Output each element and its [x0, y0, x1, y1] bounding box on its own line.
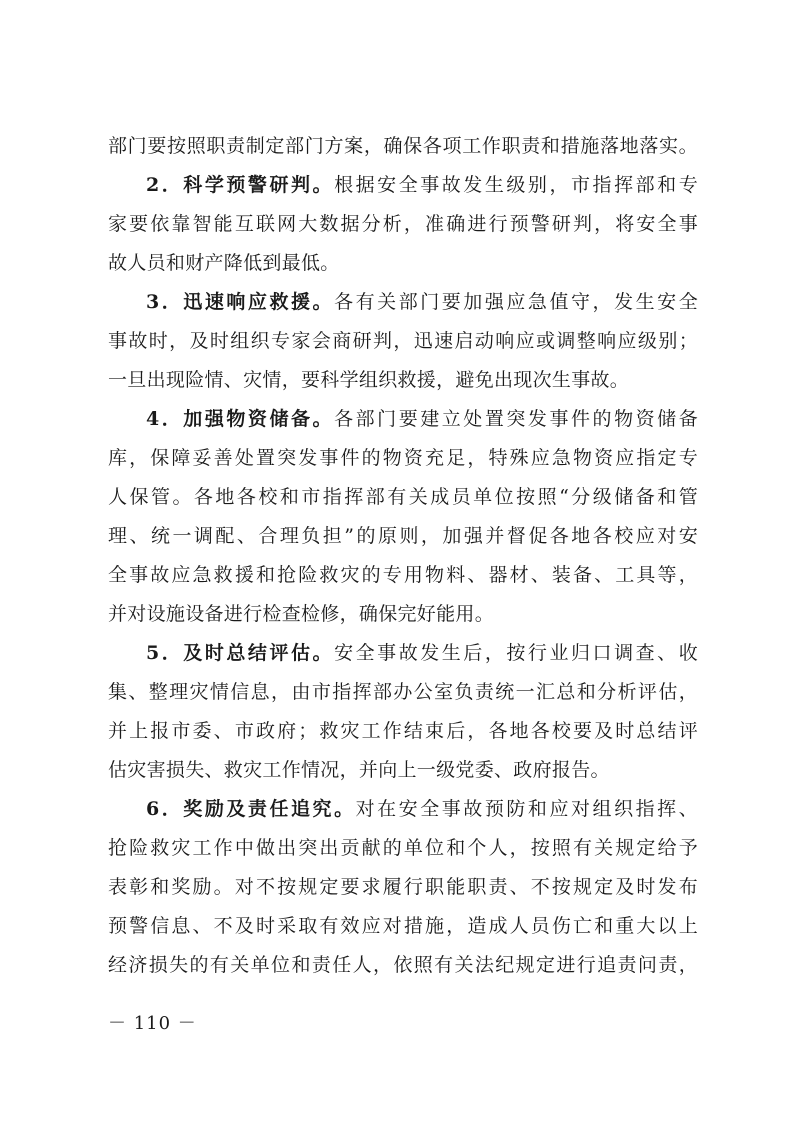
paragraph-line: 并上报市委、市政府；救灾工作结束后，各地各校要及时总结评: [108, 720, 698, 742]
paragraph-line: 预警信息、不及时采取有效应对措施，造成人员伤亡和重大以上: [108, 915, 698, 937]
paragraph-line: 一旦出现险情、灾情，要科学组织救援，避免出现次生事故。: [108, 369, 630, 391]
paragraph-line: 部门要按照职责制定部门方案，确保各项工作职责和措施落地落实。: [108, 135, 698, 157]
section-heading: 4．加强物资储备。: [146, 408, 335, 430]
paragraph-line: 全事故应急救援和抢险救灾的专用物料、器材、装备、工具等，: [108, 564, 698, 586]
paragraph-line: [108, 166, 698, 205]
paragraph-line: 事故时，及时组织专家会商研判，迅速启动响应或调整响应级别；: [108, 330, 698, 352]
paragraph-line: 人保管。各地各校和市指挥部有关成员单位按照“分级储备和管: [108, 486, 698, 508]
paragraph-line: [108, 400, 698, 439]
paragraph-line: 库，保障妥善处置突发事件的物资充足，特殊应急物资应指定专: [108, 447, 698, 469]
body-text: [108, 127, 698, 985]
paragraph-text: 各部门要建立处置突发事件的物资储备: [334, 408, 698, 430]
paragraph-line: [108, 634, 698, 673]
paragraph-text: 根据安全事故发生级别，市指挥部和专: [334, 174, 698, 196]
paragraph-line: [108, 790, 698, 829]
paragraph-line: 故人员和财产降低到最低。: [108, 252, 340, 274]
paragraph-line: 集、整理灾情信息，由市指挥部办公室负责统一汇总和分析评估，: [108, 681, 698, 703]
paragraph-text: 对在安全事故预防和应对组织指挥、: [355, 798, 698, 820]
section-heading: 3．迅速响应救援。: [146, 291, 335, 313]
paragraph-line: 家要依靠智能互联网大数据分析，准确进行预警研判，将安全事: [108, 213, 698, 235]
paragraph-line: 经济损失的有关单位和责任人，依照有关法纪规定进行追责问责，: [108, 954, 698, 976]
paragraph-line: 理、统一调配、合理负担”的原则，加强并督促各地各校应对安: [108, 525, 698, 547]
paragraph-text: 安全事故发生后，按行业归口调查、收: [334, 642, 698, 664]
section-heading: 5．及时总结评估。: [146, 642, 335, 664]
paragraph-line: 表彰和奖励。对不按规定要求履行职能职责、不按规定及时发布: [108, 876, 698, 898]
paragraph-line: 抢险救灾工作中做出突出贡献的单位和个人，按照有关规定给予: [108, 837, 698, 859]
paragraph-text: 各有关部门要加强应急值守，发生安全: [334, 291, 698, 313]
paragraph-line: 估灾害损失、救灾工作情况，并向上一级党委、政府报告。: [108, 759, 610, 781]
paragraph-line: 并对设施设备进行检查检修，确保完好能用。: [108, 603, 495, 625]
section-heading: 6．奖励及责任追究。: [146, 798, 356, 820]
page-number: － 110 －: [108, 1013, 197, 1034]
section-heading: 2．科学预警研判。: [146, 174, 335, 196]
paragraph-line: [108, 283, 698, 322]
